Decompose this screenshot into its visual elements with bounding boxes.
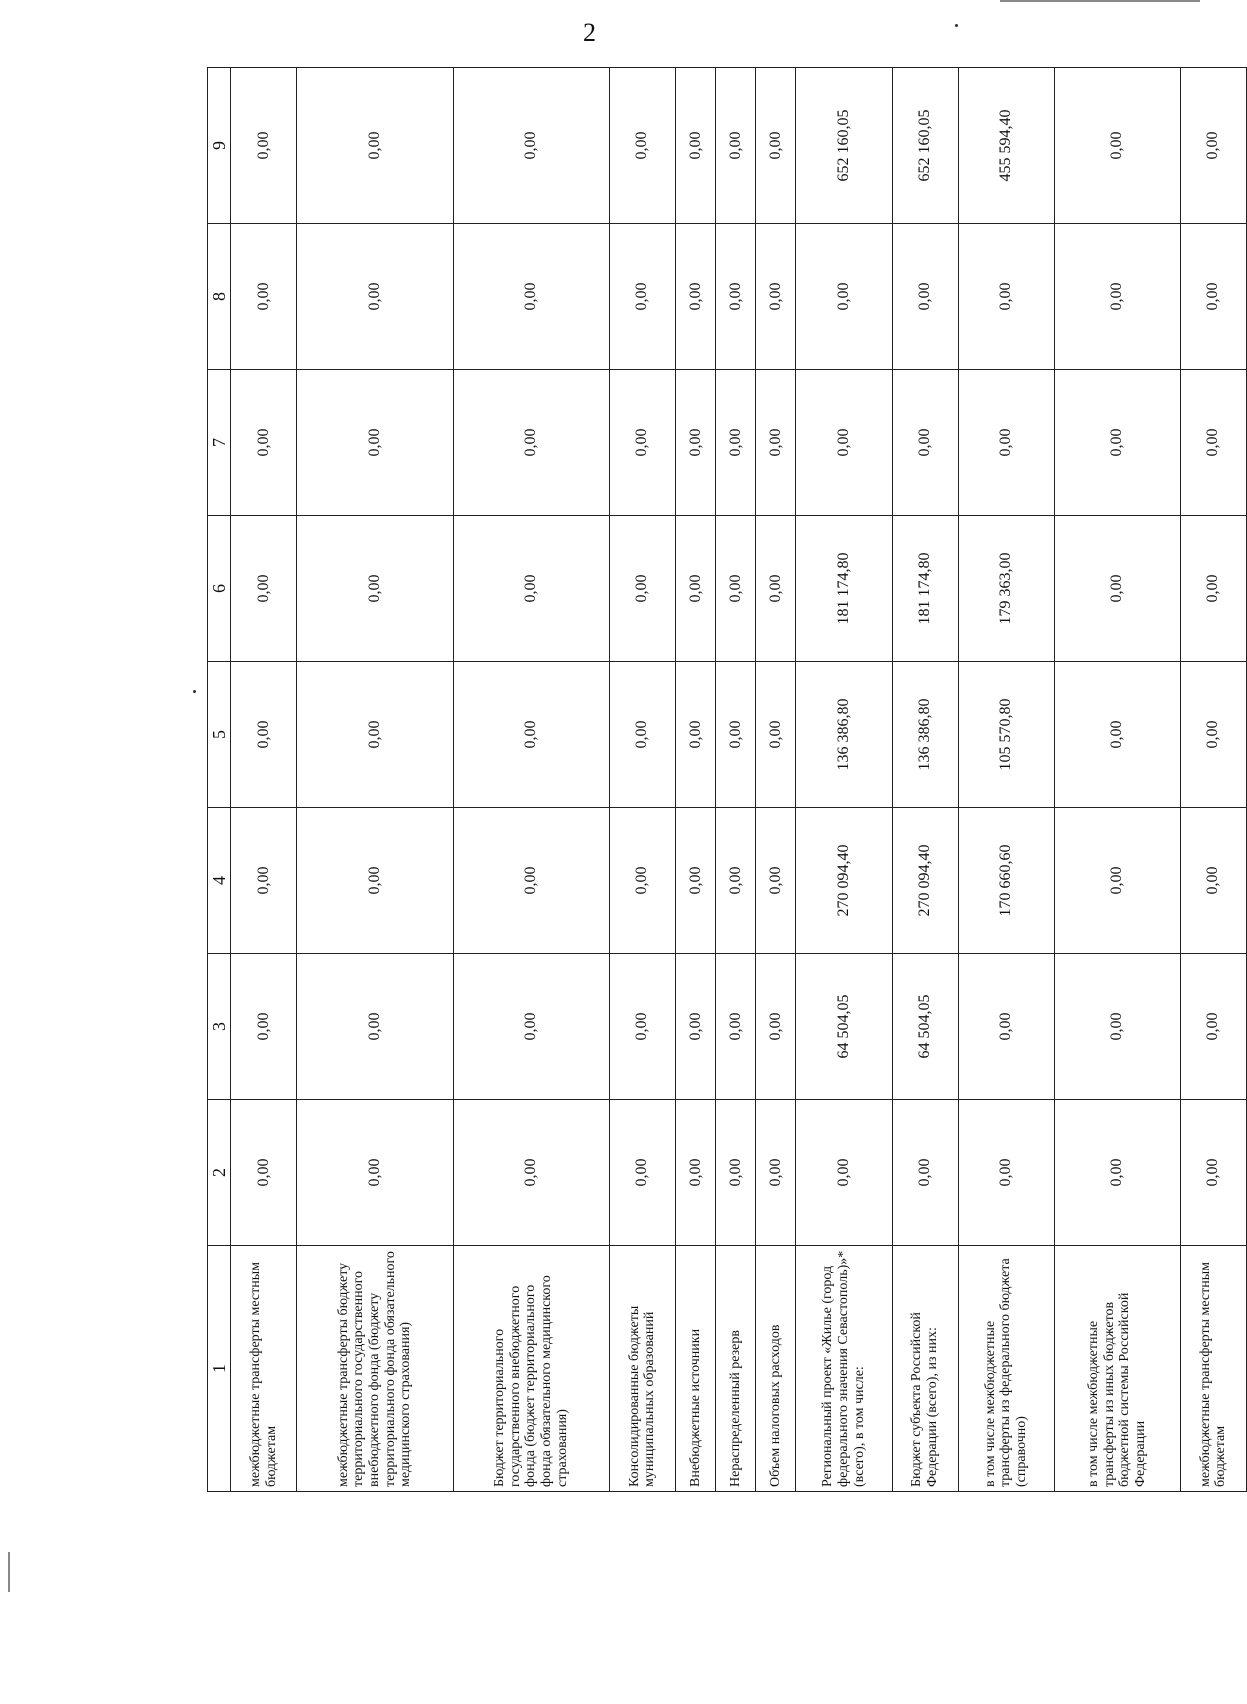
row-value-col-7: 0,00 xyxy=(892,370,958,516)
row-value-col-9: 652 160,05 xyxy=(796,68,892,224)
row-value-col-7: 0,00 xyxy=(675,370,715,516)
row-value-col-8: 0,00 xyxy=(609,224,675,370)
row-value-col-4: 170 660,60 xyxy=(958,808,1054,954)
row-value-col-6: 0,00 xyxy=(231,516,297,662)
row-value-col-3: 0,00 xyxy=(675,954,715,1100)
row-value-col-7: 0,00 xyxy=(609,370,675,516)
row-value-col-5: 136 386,80 xyxy=(796,662,892,808)
row-value-col-7: 0,00 xyxy=(756,370,796,516)
table-row xyxy=(453,68,609,1492)
row-value-col-6: 0,00 xyxy=(1180,516,1246,662)
row-value-col-8: 0,00 xyxy=(1054,224,1180,370)
row-value-col-7: 0,00 xyxy=(1180,370,1246,516)
row-value-col-7: 0,00 xyxy=(1054,370,1180,516)
column-header-8: 8 xyxy=(208,224,231,370)
row-value-col-9: 0,00 xyxy=(1180,68,1246,224)
column-header-1: 1 xyxy=(208,1246,231,1492)
row-value-col-9: 652 160,05 xyxy=(892,68,958,224)
column-header-5: 5 xyxy=(208,662,231,808)
row-value-col-6: 181 174,80 xyxy=(892,516,958,662)
row-value-col-3: 0,00 xyxy=(1180,954,1246,1100)
row-value-col-4: 0,00 xyxy=(453,808,609,954)
scan-speck xyxy=(955,24,958,27)
row-value-col-6: 0,00 xyxy=(716,516,756,662)
row-value-col-3: 0,00 xyxy=(756,954,796,1100)
row-value-col-6: 0,00 xyxy=(675,516,715,662)
row-value-col-9: 0,00 xyxy=(609,68,675,224)
row-value-col-2: 0,00 xyxy=(892,1100,958,1246)
row-value-col-8: 0,00 xyxy=(958,224,1054,370)
row-value-col-2: 0,00 xyxy=(1054,1100,1180,1246)
table-row xyxy=(1180,68,1246,1492)
row-value-col-3: 0,00 xyxy=(609,954,675,1100)
table-row xyxy=(796,68,892,1492)
table-row xyxy=(958,68,1054,1492)
row-value-col-4: 270 094,40 xyxy=(796,808,892,954)
row-value-col-8: 0,00 xyxy=(756,224,796,370)
row-label: Бюджет субъекта Российской Федерации (всего), из них: xyxy=(892,1246,958,1492)
row-label: межбюджетные трансферты местным бюджетам xyxy=(1180,1246,1246,1492)
row-value-col-2: 0,00 xyxy=(1180,1100,1246,1246)
column-header-7: 7 xyxy=(208,370,231,516)
table-row xyxy=(756,68,796,1492)
row-value-col-5: 0,00 xyxy=(756,662,796,808)
row-value-col-2: 0,00 xyxy=(756,1100,796,1246)
row-value-col-6: 0,00 xyxy=(453,516,609,662)
table-row xyxy=(675,68,715,1492)
row-value-col-7: 0,00 xyxy=(297,370,453,516)
row-value-col-8: 0,00 xyxy=(892,224,958,370)
row-value-col-8: 0,00 xyxy=(675,224,715,370)
row-value-col-4: 0,00 xyxy=(1180,808,1246,954)
row-label: Бюджет территориального государственного внебюджетного фонда (бюджет территориального фонда обязательного медицинского страхования) xyxy=(453,1246,609,1492)
row-label: Объем налоговых расходов xyxy=(756,1246,796,1492)
row-value-col-3: 0,00 xyxy=(231,954,297,1100)
row-value-col-9: 0,00 xyxy=(453,68,609,224)
row-value-col-3: 0,00 xyxy=(453,954,609,1100)
row-value-col-6: 0,00 xyxy=(297,516,453,662)
row-value-col-5: 0,00 xyxy=(231,662,297,808)
row-value-col-2: 0,00 xyxy=(675,1100,715,1246)
row-value-col-3: 0,00 xyxy=(958,954,1054,1100)
row-label: Внебюджетные источники xyxy=(675,1246,715,1492)
row-value-col-4: 270 094,40 xyxy=(892,808,958,954)
row-value-col-5: 0,00 xyxy=(716,662,756,808)
row-value-col-5: 0,00 xyxy=(1054,662,1180,808)
row-value-col-7: 0,00 xyxy=(453,370,609,516)
row-value-col-3: 64 504,05 xyxy=(892,954,958,1100)
page-number: 2 xyxy=(583,18,596,47)
row-value-col-8: 0,00 xyxy=(453,224,609,370)
row-value-col-7: 0,00 xyxy=(958,370,1054,516)
row-value-col-9: 0,00 xyxy=(297,68,453,224)
row-value-col-2: 0,00 xyxy=(297,1100,453,1246)
scan-speck xyxy=(193,690,196,693)
row-value-col-4: 0,00 xyxy=(297,808,453,954)
row-value-col-6: 0,00 xyxy=(1054,516,1180,662)
row-value-col-4: 0,00 xyxy=(1054,808,1180,954)
row-value-col-2: 0,00 xyxy=(609,1100,675,1246)
row-value-col-4: 0,00 xyxy=(716,808,756,954)
row-label: Региональный проект «Жилье (город федерального значения Севастополь)»* (всего), в том числе: xyxy=(796,1246,892,1492)
row-value-col-4: 0,00 xyxy=(609,808,675,954)
row-value-col-3: 0,00 xyxy=(297,954,453,1100)
budget-table xyxy=(207,67,1247,1492)
row-value-col-2: 0,00 xyxy=(231,1100,297,1246)
scan-edge-line xyxy=(8,1552,10,1592)
column-header-2: 2 xyxy=(208,1100,231,1246)
row-value-col-5: 0,00 xyxy=(675,662,715,808)
row-label: Нераспределенный резерв xyxy=(716,1246,756,1492)
row-value-col-7: 0,00 xyxy=(716,370,756,516)
row-label: межбюджетные трансферты бюджету территориального государственного внебюджетного фонда (бюджету территориального фонда обязательного медицинского страхования) xyxy=(297,1246,453,1492)
row-value-col-6: 181 174,80 xyxy=(796,516,892,662)
row-value-col-9: 0,00 xyxy=(756,68,796,224)
scan-edge-line xyxy=(1000,0,1200,2)
row-value-col-2: 0,00 xyxy=(796,1100,892,1246)
column-header-6: 6 xyxy=(208,516,231,662)
row-value-col-4: 0,00 xyxy=(231,808,297,954)
table-row xyxy=(892,68,958,1492)
row-value-col-6: 179 363,00 xyxy=(958,516,1054,662)
row-value-col-9: 0,00 xyxy=(1054,68,1180,224)
row-value-col-9: 0,00 xyxy=(716,68,756,224)
row-label: в том числе межбюджетные трансферты из федерального бюджета (справочно) xyxy=(958,1246,1054,1492)
row-value-col-5: 0,00 xyxy=(297,662,453,808)
table-row xyxy=(716,68,756,1492)
row-value-col-3: 0,00 xyxy=(716,954,756,1100)
row-value-col-4: 0,00 xyxy=(675,808,715,954)
row-value-col-6: 0,00 xyxy=(756,516,796,662)
row-value-col-8: 0,00 xyxy=(231,224,297,370)
table-row xyxy=(1054,68,1180,1492)
column-header-9: 9 xyxy=(208,68,231,224)
row-label: межбюджетные трансферты местным бюджетам xyxy=(231,1246,297,1492)
row-value-col-8: 0,00 xyxy=(1180,224,1246,370)
table-header-row xyxy=(208,68,231,1492)
row-value-col-8: 0,00 xyxy=(716,224,756,370)
row-value-col-3: 0,00 xyxy=(1054,954,1180,1100)
row-value-col-7: 0,00 xyxy=(796,370,892,516)
column-header-4: 4 xyxy=(208,808,231,954)
row-value-col-9: 455 594,40 xyxy=(958,68,1054,224)
row-value-col-9: 0,00 xyxy=(675,68,715,224)
table-row xyxy=(297,68,453,1492)
row-value-col-2: 0,00 xyxy=(958,1100,1054,1246)
row-value-col-8: 0,00 xyxy=(297,224,453,370)
row-value-col-5: 0,00 xyxy=(453,662,609,808)
row-value-col-7: 0,00 xyxy=(231,370,297,516)
row-value-col-5: 136 386,80 xyxy=(892,662,958,808)
row-value-col-5: 0,00 xyxy=(609,662,675,808)
row-value-col-2: 0,00 xyxy=(716,1100,756,1246)
row-value-col-6: 0,00 xyxy=(609,516,675,662)
table-container xyxy=(207,68,1247,1492)
row-value-col-4: 0,00 xyxy=(756,808,796,954)
column-header-3: 3 xyxy=(208,954,231,1100)
row-value-col-9: 0,00 xyxy=(231,68,297,224)
table-row xyxy=(231,68,297,1492)
row-value-col-5: 105 570,80 xyxy=(958,662,1054,808)
row-label: Консолидированные бюджеты муниципальных образований xyxy=(609,1246,675,1492)
row-label: в том числе межбюджетные трансферты из иных бюджетов бюджетной системы Российской Федерации xyxy=(1054,1246,1180,1492)
table-row xyxy=(609,68,675,1492)
row-value-col-3: 64 504,05 xyxy=(796,954,892,1100)
row-value-col-2: 0,00 xyxy=(453,1100,609,1246)
row-value-col-5: 0,00 xyxy=(1180,662,1246,808)
row-value-col-8: 0,00 xyxy=(796,224,892,370)
